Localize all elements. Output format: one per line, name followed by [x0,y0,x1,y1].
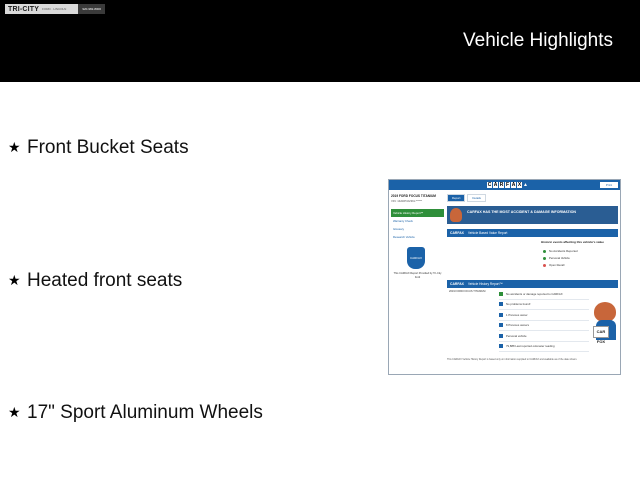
carfax-topbar [389,180,620,190]
carfox-mascot-icon [591,302,618,344]
carfax-logo-letter: X [517,182,522,188]
vhr-item[interactable] [499,289,589,300]
vhr-item-label: 8 Previous owners [506,323,530,328]
fox-icon [450,208,462,222]
carfax-main [447,194,618,350]
highlight-label: 17" Sport Aluminum Wheels [27,402,263,423]
alert-icon [543,264,546,267]
vhr-item[interactable] [499,342,589,353]
fox-icon: ▲ [523,182,528,188]
carfax-logo-letter: A [511,182,516,188]
vhr-item-label: 1 Previous owner [506,312,528,317]
highlight-label: Heated front seats [27,270,183,291]
bbv-row [543,249,578,253]
check-icon [543,257,546,260]
highlight-label: Front Bucket Seats [27,137,189,158]
vehicle-vin: VIN: 1FADP3J23KL****** [391,199,423,203]
bbv-section-header [447,229,618,237]
carfax-tabs [447,194,618,202]
vhr-item[interactable] [499,310,589,321]
tab-report[interactable]: Report [447,194,465,202]
carfax-logo [487,182,529,188]
star-icon: ★ [8,405,21,421]
carfox-sign: CAR FOX [593,326,609,338]
tab-details[interactable]: Details [467,194,486,202]
carfax-logo-letter: F [505,182,510,188]
vhr-item-label: No problems found! [506,302,531,307]
star-icon: ★ [8,140,21,156]
carfax-badge-icon: CARFAX [407,247,425,269]
carfax-report-thumbnail[interactable] [388,179,621,375]
check-icon [499,292,503,296]
page-title: Vehicle Highlights [463,30,613,51]
fox-head [594,302,616,322]
owner-icon [499,313,503,317]
bbv-row-label: No Accidents Reported [549,249,578,253]
carfax-banner [447,206,618,224]
bbv-row [543,256,570,260]
carfax-section-logo: CARFAX [450,231,464,235]
highlight-item [8,402,263,424]
vhr-items [499,289,589,352]
bbv-row [543,263,564,267]
vhr-item-label: 79,888 Last reported odometer reading [506,344,555,349]
carfax-nav [391,209,444,241]
vhr-item-label: Personal vehicle [506,333,527,338]
vhr-item[interactable] [499,321,589,332]
logo-main-text: TRI-CITY [8,5,40,13]
car-icon [499,334,503,338]
logo-sub-text: FORD · LINCOLN [42,7,67,11]
vhr-vehicle-info: 2019 FORD FOCUS TITANIUM [449,290,486,293]
vhr-item[interactable] [499,300,589,311]
bbv-heading: Historic events affecting this vehicle's value [541,240,604,244]
carfax-logo-letter: R [499,182,504,188]
vhr-panel [447,288,618,350]
odometer-icon [499,344,503,348]
nav-item-glossary[interactable]: Glossary [393,227,405,231]
bbv-row-label: Personal Vehicle [549,256,570,260]
nav-item-warranty[interactable]: Warranty Check [393,219,413,223]
logo-phone: 920-982-8000 [78,4,105,14]
dealer-logo[interactable] [5,4,105,14]
star-icon: ★ [8,273,21,289]
banner-text: CARFAX HAS THE MOST ACCIDENT & DAMAGE INFORMATION [467,210,577,214]
carfax-logo-letter: C [487,182,492,188]
owner-icon [499,323,503,327]
highlight-item [8,270,182,292]
dealer-provided-text: This CARFAX Report Provided by Tri-City Ford [393,272,442,279]
carfax-disclaimer: This CARFAX Vehicle History Report is based only on information supplied to CARFAX and available as of the date shown. [447,358,578,361]
carfax-logo-letter: A [493,182,498,188]
bbv-panel [447,237,618,275]
print-button[interactable]: Print [600,182,618,188]
nav-item-research[interactable]: Research Vehicle [393,235,415,239]
vehicle-title: 2019 FORD FOCUS TITANIUM [391,194,436,198]
check-icon [543,250,546,253]
carfax-sidebar [391,194,444,279]
vhr-title: Vehicle History Report™ [467,282,503,286]
carfax-section-logo: CARFAX [450,282,464,286]
header-bar [0,0,640,82]
vhr-item[interactable] [499,331,589,342]
nav-item-history[interactable]: Vehicle History Report™ [391,209,444,217]
highlight-item [8,137,189,159]
vhr-section-header [447,280,618,288]
wrench-icon [499,302,503,306]
vhr-item-label: No accidents or damage reported to CARFAX [506,291,563,296]
bbv-row-label: Open Recall [549,263,565,267]
bbv-title: Vehicle Based Value Report [467,231,508,235]
